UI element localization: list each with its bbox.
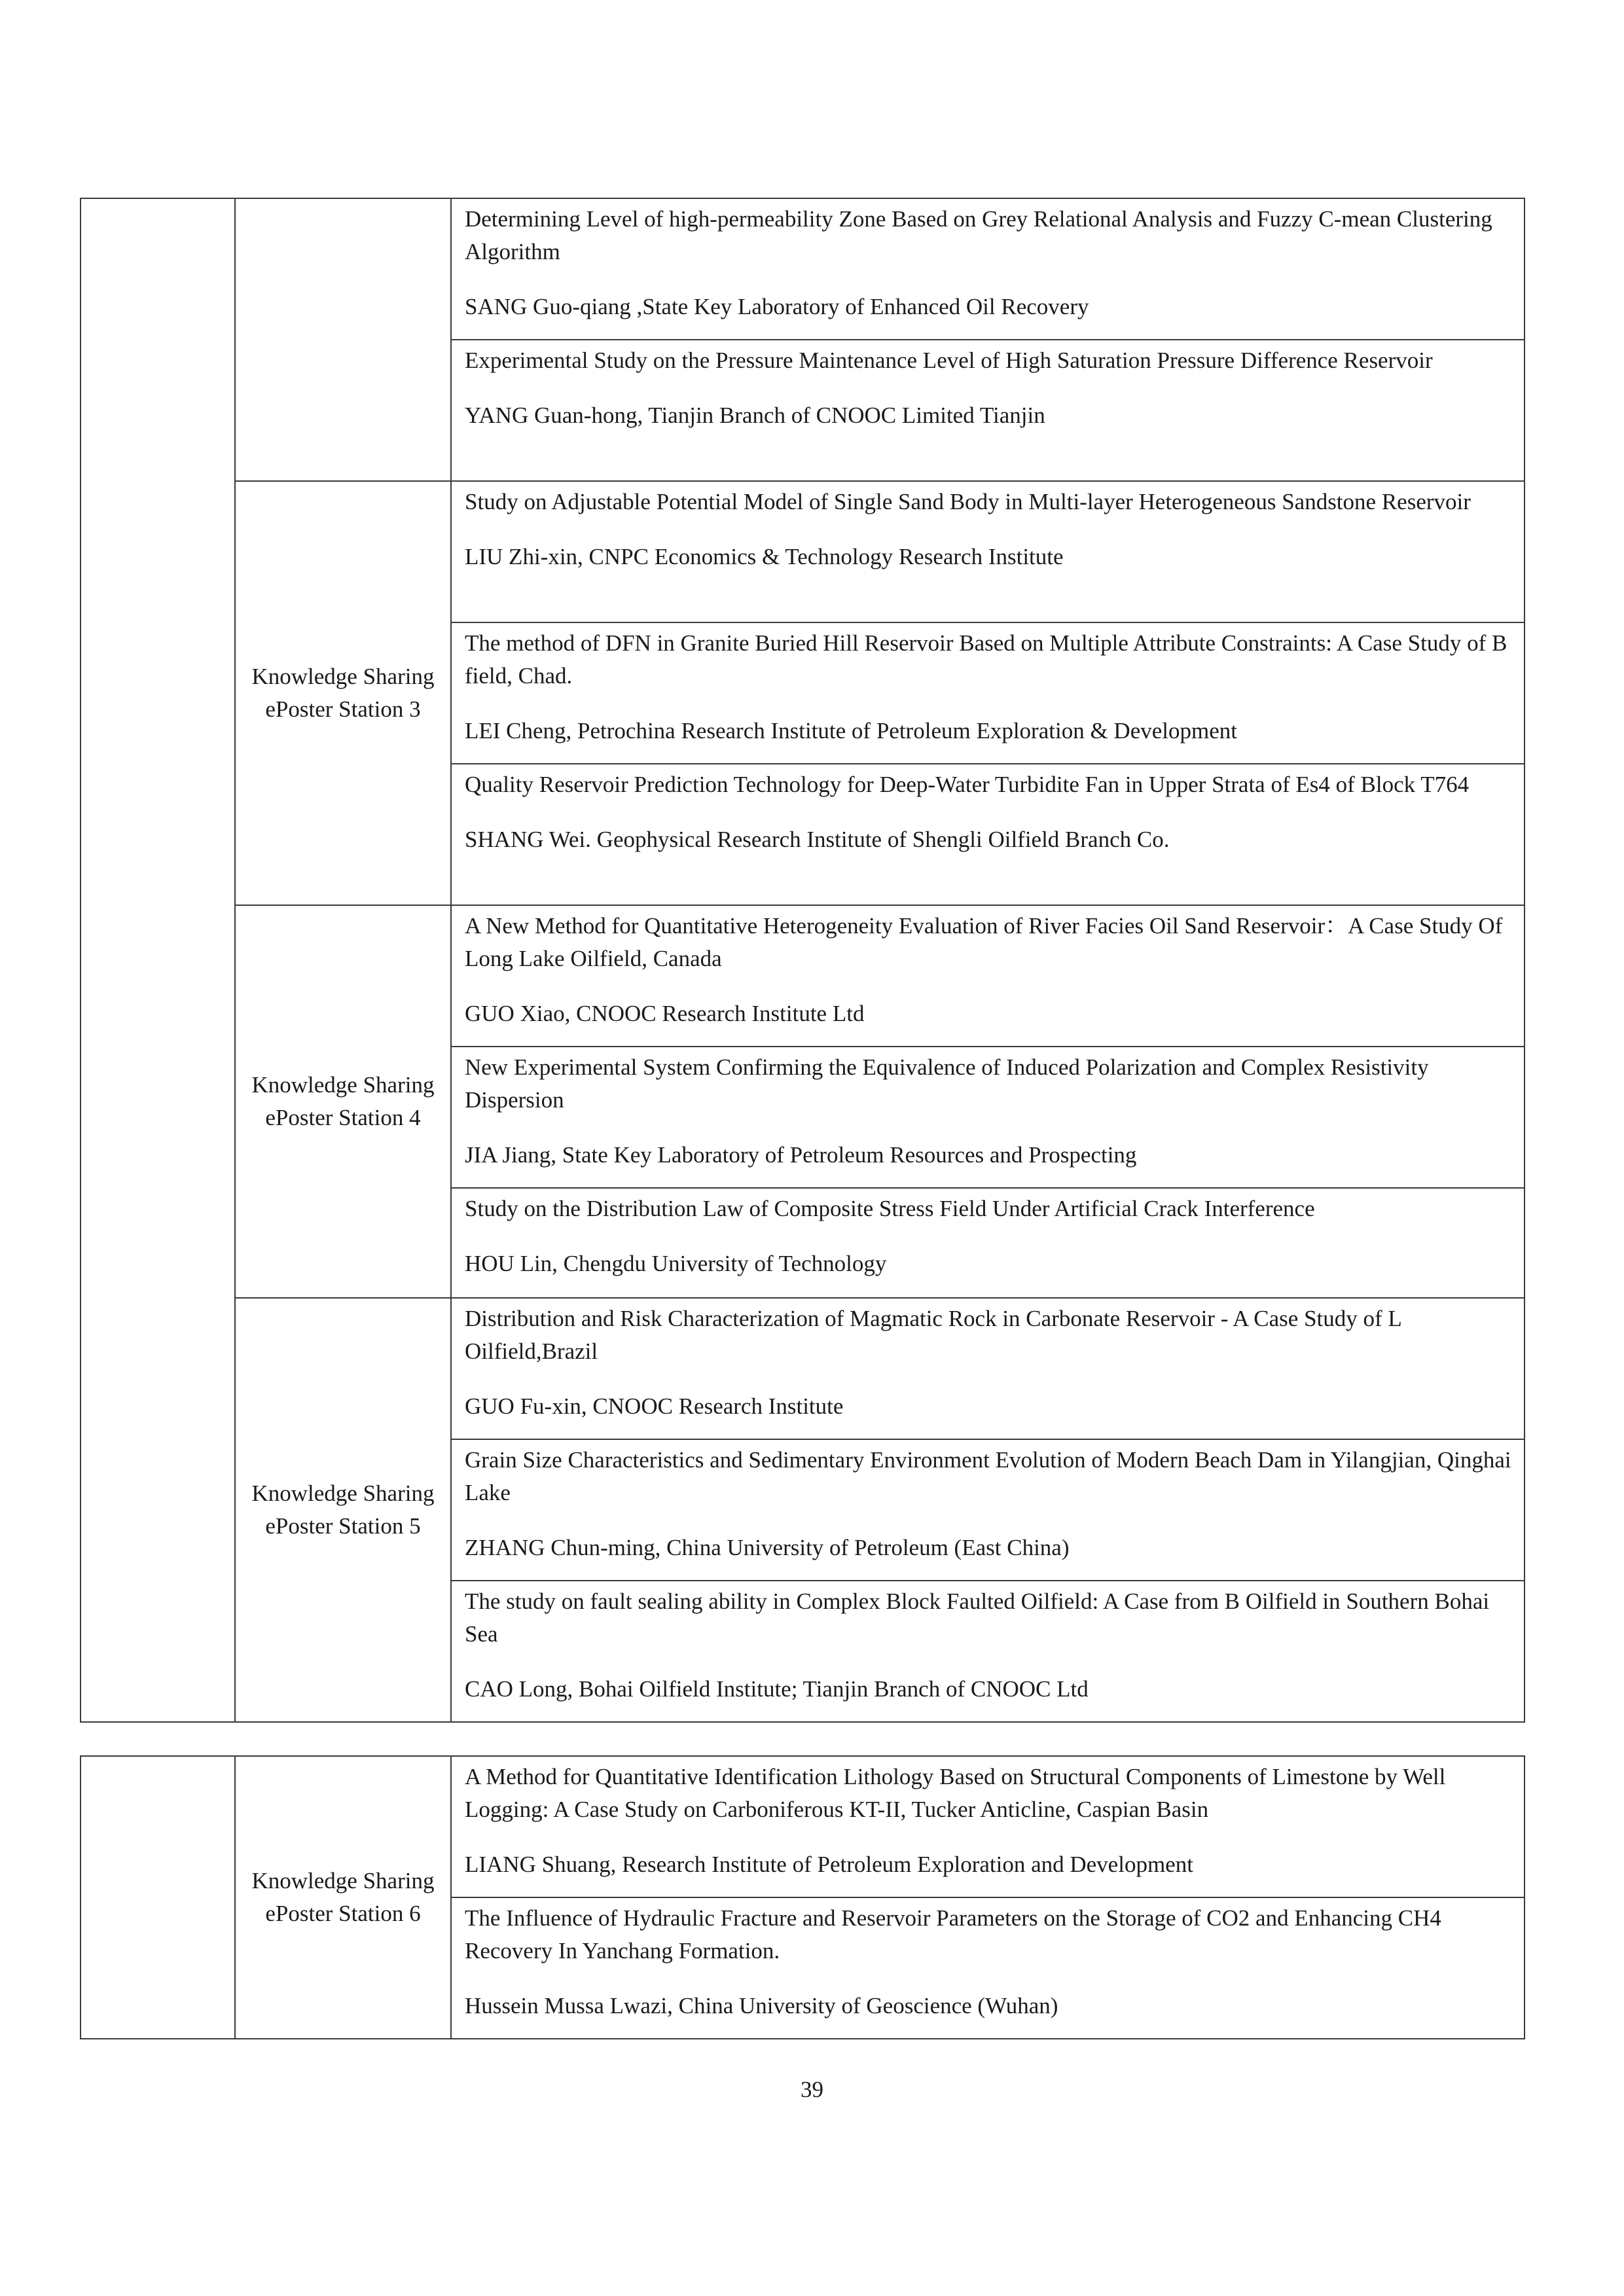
paper-title: Distribution and Risk Characterization of Magmatic Rock in Carbonate Reservoir - A Case Study of L Oilfield,Brazil [465, 1306, 1401, 1364]
table-row [81, 1298, 1525, 1439]
paper-title: Study on the Distribution Law of Composite Stress Field Under Artificial Crack Interference [465, 1196, 1315, 1221]
paper-author: ZHANG Chun-ming, China University of Petroleum (East China) [465, 1535, 1070, 1560]
station-cell [235, 1756, 451, 2039]
paper-author: LIANG Shuang, Research Institute of Petroleum Exploration and Development [465, 1852, 1193, 1877]
paper-title: The method of DFN in Granite Buried Hill Reservoir Based on Multiple Attribute Constraints: A Case Study of B field, Chad. [465, 630, 1507, 689]
paper-author: HOU Lin, Chengdu University of Technology [465, 1251, 887, 1276]
paper-entry [451, 1188, 1525, 1298]
station-label-line2: ePoster Station 4 [265, 1105, 421, 1130]
station-label-line1: Knowledge Sharing [251, 664, 435, 689]
station-label-line1: Knowledge Sharing [251, 1480, 435, 1506]
paper-entry [451, 1897, 1525, 2039]
paper-entry [451, 198, 1525, 340]
paper-author: JIA Jiang, State Key Laboratory of Petroleum Resources and Prospecting [465, 1142, 1137, 1168]
station-cell [235, 1298, 451, 1722]
paper-title: Determining Level of high-permeability Zone Based on Grey Relational Analysis and Fuzzy C-mean Clustering Algorithm [465, 206, 1492, 264]
paper-author: LEI Cheng, Petrochina Research Institute of Petroleum Exploration & Development [465, 718, 1237, 744]
paper-entry [451, 1047, 1525, 1188]
schedule-table [80, 198, 1525, 1723]
paper-entry [451, 905, 1525, 1047]
schedule-table-continued [80, 1755, 1525, 2039]
station-label-line1: Knowledge Sharing [251, 1868, 435, 1893]
paper-entry [451, 764, 1525, 905]
paper-author: SANG Guo-qiang ,State Key Laboratory of Enhanced Oil Recovery [465, 294, 1089, 319]
paper-title: New Experimental System Confirming the Equivalence of Induced Polarization and Complex Resistivity Dispersion [465, 1054, 1429, 1113]
paper-title: A New Method for Quantitative Heterogeneity Evaluation of River Facies Oil Sand Reservoir：A Case Study Of Long Lake Oilfield, Canada [465, 913, 1503, 971]
day-cell [81, 1756, 235, 2039]
day-cell [81, 198, 235, 1722]
paper-entry [451, 1581, 1525, 1722]
paper-author: Hussein Mussa Lwazi, China University of Geoscience (Wuhan) [465, 1993, 1058, 2018]
paper-author: SHANG Wei. Geophysical Research Institute of Shengli Oilfield Branch Co. [465, 827, 1170, 852]
station-cell [235, 905, 451, 1298]
paper-title: Quality Reservoir Prediction Technology for Deep-Water Turbidite Fan in Upper Strata of Es4 of Block T764 [465, 772, 1470, 797]
paper-entry [451, 481, 1525, 622]
paper-entry [451, 622, 1525, 764]
table-row [81, 198, 1525, 340]
station-cell [235, 481, 451, 905]
paper-author: YANG Guan-hong, Tianjin Branch of CNOOC Limited Tianjin [465, 403, 1045, 428]
paper-author: LIU Zhi-xin, CNPC Economics & Technology Research Institute [465, 544, 1064, 569]
paper-title: Experimental Study on the Pressure Maintenance Level of High Saturation Pressure Difference Reservoir [465, 348, 1433, 373]
paper-title: A Method for Quantitative Identification Lithology Based on Structural Components of Limestone by Well Logging: A Case Study on Carboniferous KT-II, Tucker Anticline, Caspian Basin [465, 1764, 1446, 1822]
page-number: 39 [801, 2077, 823, 2102]
paper-author: CAO Long, Bohai Oilfield Institute; Tianjin Branch of CNOOC Ltd [465, 1676, 1089, 1702]
paper-entry [451, 340, 1525, 481]
paper-title: The study on fault sealing ability in Complex Block Faulted Oilfield: A Case from B Oilfield in Southern Bohai Sea [465, 1588, 1490, 1647]
paper-entry [451, 1439, 1525, 1581]
station-label-line2: ePoster Station 5 [265, 1513, 421, 1539]
paper-title: Study on Adjustable Potential Model of Single Sand Body in Multi-layer Heterogeneous Sandstone Reservoir [465, 489, 1471, 514]
paper-entry [451, 1756, 1525, 1897]
paper-title: The Influence of Hydraulic Fracture and Reservoir Parameters on the Storage of CO2 and Enhancing CH4 Recovery In Yanchang Formation. [465, 1905, 1441, 1964]
paper-author: GUO Fu-xin, CNOOC Research Institute [465, 1393, 844, 1419]
table-row [81, 481, 1525, 622]
station-label-line1: Knowledge Sharing [251, 1072, 435, 1098]
paper-author: GUO Xiao, CNOOC Research Institute Ltd [465, 1001, 865, 1026]
table-row [81, 1756, 1525, 1897]
station-cell [235, 198, 451, 481]
paper-entry [451, 1298, 1525, 1439]
paper-title: Grain Size Characteristics and Sedimentary Environment Evolution of Modern Beach Dam in Yilangjian, Qinghai Lake [465, 1447, 1511, 1505]
station-label-line2: ePoster Station 6 [265, 1901, 421, 1926]
table-row [81, 905, 1525, 1047]
station-label-line2: ePoster Station 3 [265, 696, 421, 722]
